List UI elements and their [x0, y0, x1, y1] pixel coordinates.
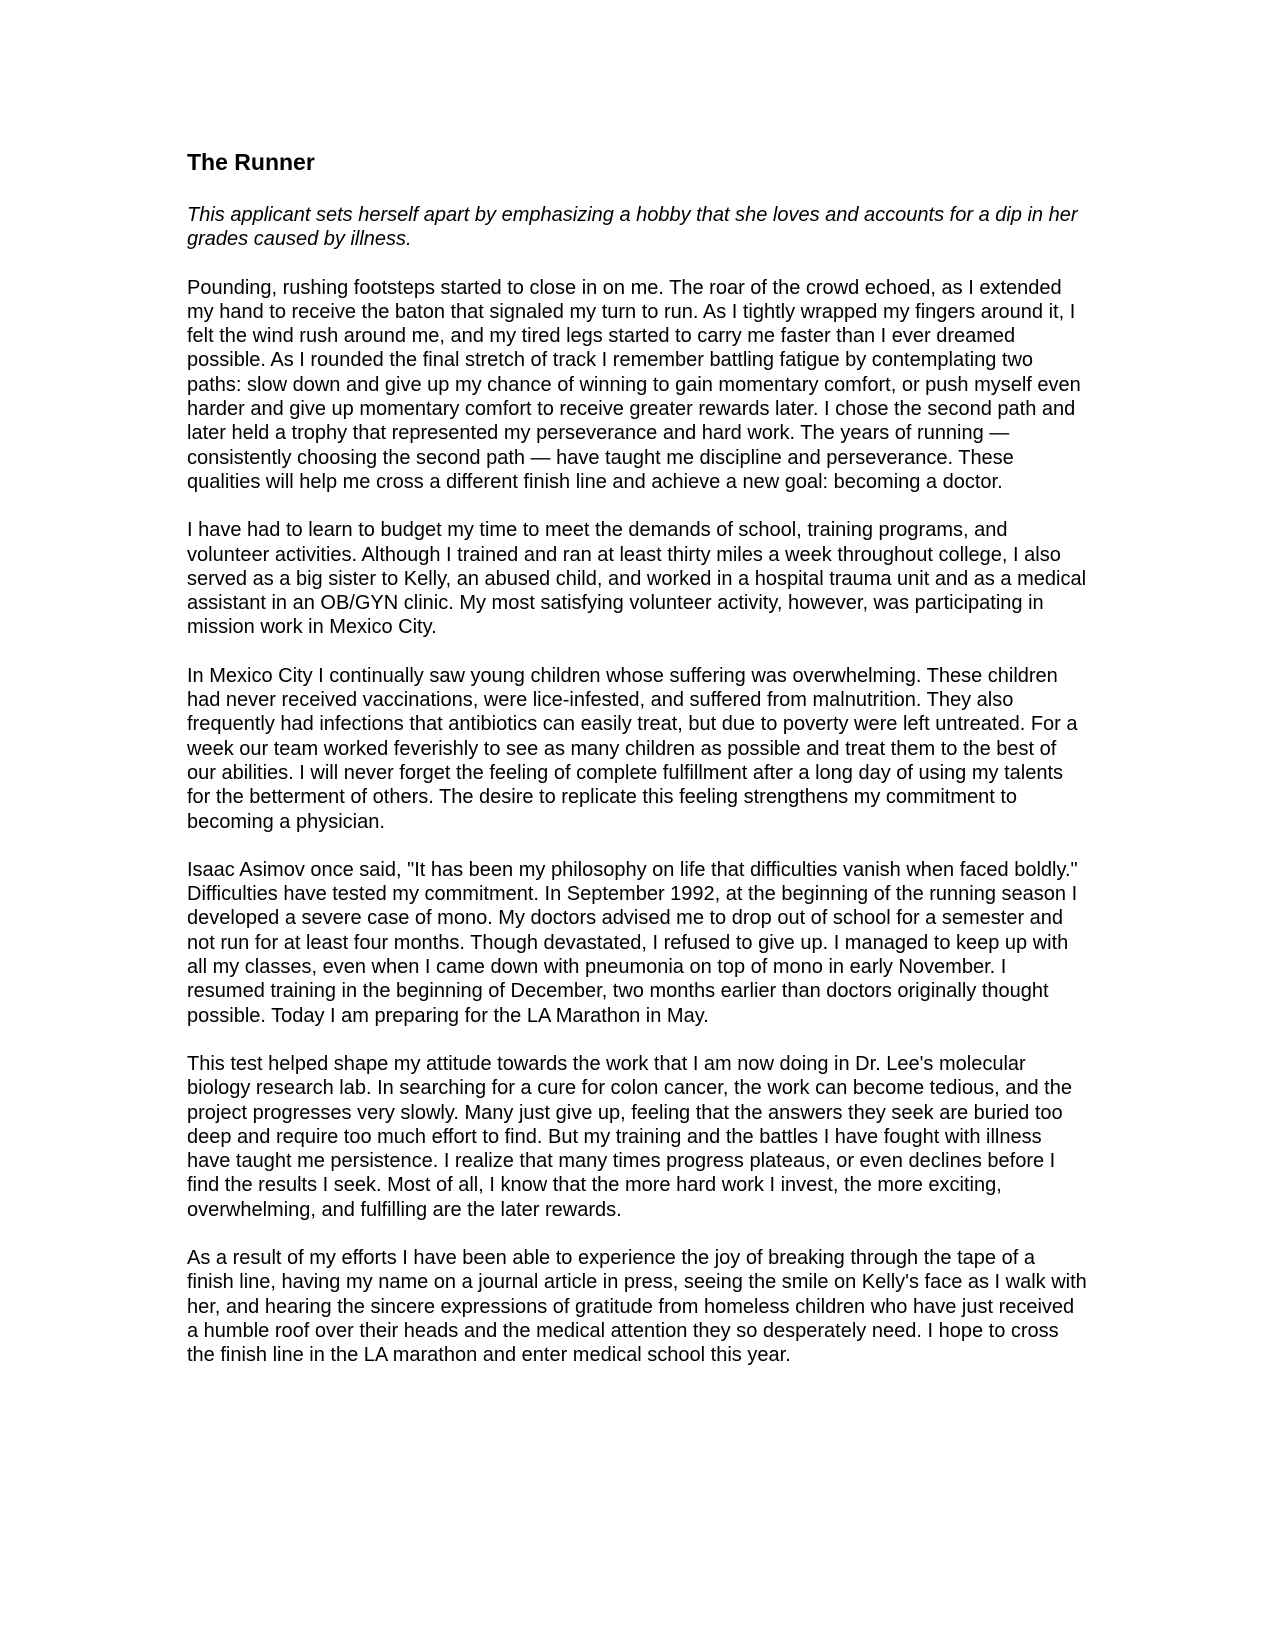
paragraph-5: This test helped shape my attitude towards the work that I am now doing in Dr. Lee's molecular biology research lab. In searching for a cure for colon cancer, the work can become tedious, and the project progresses very slowly. Many just give up, feeling that the answers they seek are buried too deep and require too much effort to find. But my training and the battles I have fought with illness have taught me persistence. I realize that many times progress plateaus, or even declines before I find the results I seek. Most of all, I know that the more hard work I invest, the more exciting, overwhelming, and fulfilling are the later rewards.	[187, 1052, 1072, 1221]
paragraph-1: Pounding, rushing footsteps started to close in on me. The roar of the crowd echoed, as I extended my hand to receive the baton that signaled my turn to run. As I tightly wrapped my fingers around it, I felt the wind rush around me, and my tired legs started to carry me faster than I ever dreamed possible. As I rounded the final stretch of track I remember battling fatigue by contemplating two paths: slow down and give up my chance of winning to gain momentary comfort, or push myself even harder and give up momentary comfort to receive greater rewards later. I chose the second path and later held a trophy that represented my perseverance and hard work. The years of running — consistently choosing the second path — have taught me discipline and perseverance. These qualities will help me cross a different finish line and achieve a new goal: becoming a doctor.	[187, 276, 1081, 493]
paragraph-4: Isaac Asimov once said, "It has been my philosophy on life that difficulties vanish when faced boldly." Difficulties have tested my commitment. In September 1992, at the beginning of the running season I developed a severe case of mono. My doctors advised me to drop out of school for a semester and not run for at least four months. Though devastated, I refused to give up. I managed to keep up with all my classes, even when I came down with pneumonia on top of mono in early November. I resumed training in the beginning of December, two months earlier than doctors originally thought possible. Today I am preparing for the LA Marathon in May.	[187, 858, 1078, 1027]
paragraph-2: I have had to learn to budget my time to meet the demands of school, training programs, and volunteer activities. Although I trained and ran at least thirty miles a week throughout college, I also served as a big sister to Kelly, an abused child, and worked in a hospital trauma unit and as a medical assistant in an OB/GYN clinic. My most satisfying volunteer activity, however, was participating in mission work in Mexico City.	[187, 519, 1087, 639]
document-subtitle: This applicant sets herself apart by emphasizing a hobby that she loves and accounts for a dip in her grades caused by illness.	[187, 204, 1078, 251]
document-page	[187, 148, 1087, 1391]
paragraph-3: In Mexico City I continually saw young children whose suffering was overwhelming. These children had never received vaccinations, were lice-infested, and suffered from malnutrition. They also frequently had infections that antibiotics can easily treat, but due to poverty were left untreated. For a week our team worked feverishly to see as many children as possible and treat them to the best of our abilities. I will never forget the feeling of complete fulfillment after a long day of using my talents for the betterment of others. The desire to replicate this feeling strengthens my commitment to becoming a physician.	[187, 664, 1078, 833]
paragraph-6: As a result of my efforts I have been able to experience the joy of breaking through the tape of a finish line, having my name on a journal article in press, seeing the smile on Kelly's face as I walk with her, and hearing the sincere expressions of gratitude from homeless children who have just received a humble roof over their heads and the medical attention they so desperately need. I hope to cross the finish line in the LA marathon and enter medical school this year.	[187, 1246, 1087, 1367]
page-title: The Runner	[187, 149, 315, 175]
